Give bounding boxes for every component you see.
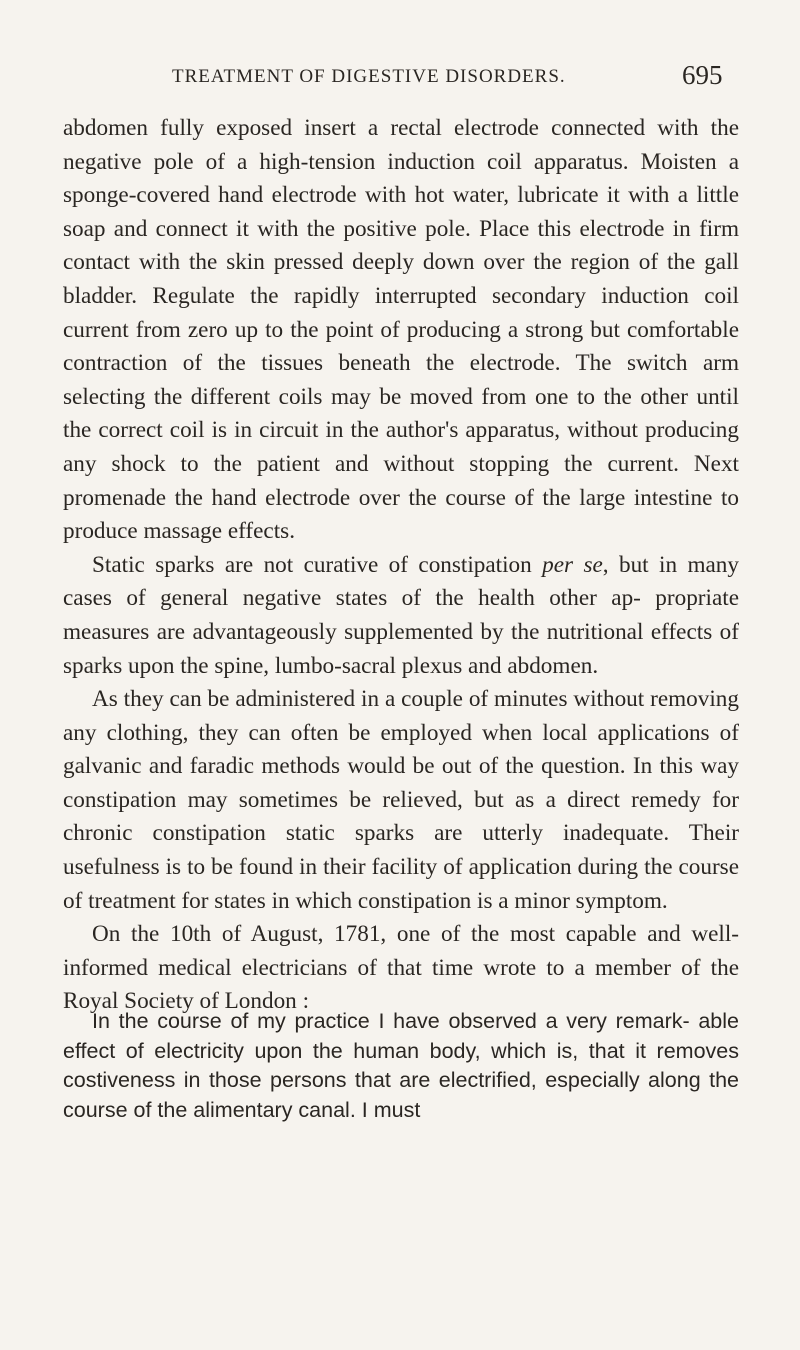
block-quote — [63, 1007, 739, 1125]
paragraph-continued: abdomen fully exposed insert a rectal electrode connected with the negative pole of a high-tension induction coil apparatus. Moisten a sponge-covered hand electrode with hot water, lubricate it with a little soap and connect it with the positive pole. Place this electrode in firm contact with the skin pressed deeply down over the region of the gall bladder. Regulate the rapidly interrupted secondary induction coil current from zero up to the point of producing a strong but comfortable contraction of the tissues beneath the electrode. The switch arm selecting the different coils may be moved from one to the other until the correct coil is in circuit in the author's apparatus, without producing any shock to the patient and without stopping the current. Next promenade the hand electrode over the course of the large intestine to produce massage effects. — [63, 115, 739, 545]
paragraph-administration: As they can be administered in a couple of minutes without removing any clothing, they can often be employed when local applications of galvanic and faradic methods would be out of the question. In this way constipation may sometimes be relieved, but as a direct remedy for chronic constipation static sparks are utterly inadequate. Their usefulness is to be found in their facility of application during the course of treatment for states in which constipation is a minor symptom. — [63, 686, 739, 914]
body-text — [63, 112, 739, 1019]
quote-text: In the course of my practice I have observed a very remark- able effect of electricity upon the human body, which is, that it removes costiveness in those persons that are electrified, especially along the course of the alimentary canal. I must — [63, 1009, 739, 1122]
page-number: 695 — [682, 60, 723, 90]
paragraph-static-sparks — [63, 549, 739, 683]
paragraph-text: Static sparks are not curative of constipation — [92, 551, 543, 578]
italic-term: per se — [542, 551, 603, 578]
running-head: TREATMENT OF DIGESTIVE DISORDERS. — [172, 66, 566, 87]
paragraph-history: On the 10th of August, 1781, one of the most capable and well-informed medical electricians of that time wrote to a member of the Royal Society of London : — [63, 921, 739, 1015]
paragraph-text: , but in many cases of general negative states of the health other ap- propriate measures are advantageously supplemented by the nutritional effects of sparks upon the spine, lumbo-sacral plexus and abdomen. — [63, 551, 739, 679]
